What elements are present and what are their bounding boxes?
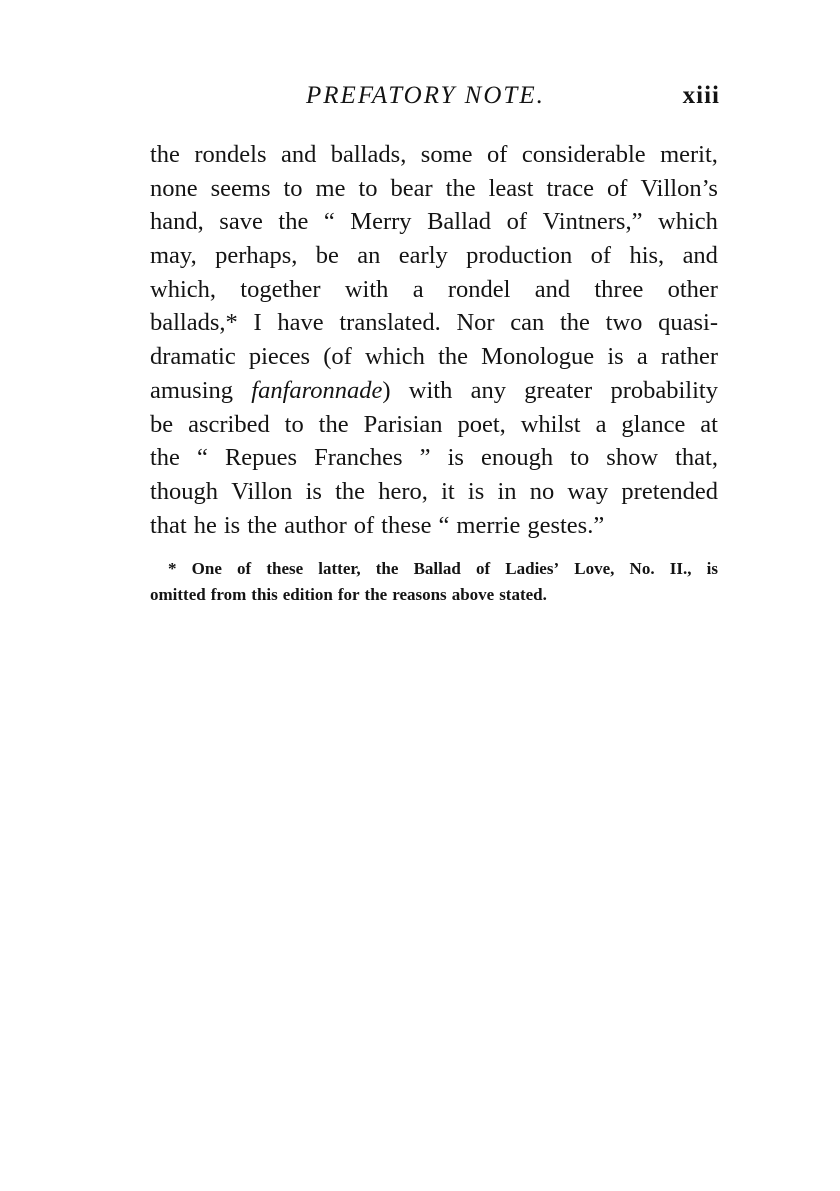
word: of	[607, 174, 628, 202]
word: other	[667, 275, 718, 303]
word: I	[253, 309, 262, 337]
word: of	[237, 559, 252, 578]
text-line	[150, 239, 718, 273]
word: *	[168, 559, 177, 578]
word: and	[682, 242, 718, 270]
word: with	[344, 275, 389, 303]
word: save	[219, 208, 263, 236]
word: may,	[150, 242, 197, 270]
text-line	[150, 306, 718, 340]
word: ”	[419, 444, 431, 472]
body-paragraph	[150, 138, 718, 542]
word: it	[441, 477, 455, 505]
word: Villon	[231, 477, 293, 505]
word: Love,	[574, 559, 615, 578]
word: Ladies’	[505, 559, 560, 578]
word: an	[357, 242, 381, 270]
word: of	[353, 511, 375, 539]
word: fanfaronnade)	[251, 376, 391, 404]
word: “	[438, 511, 450, 539]
word: some	[420, 141, 473, 168]
word: gestes.”	[527, 511, 605, 539]
word: three	[594, 275, 644, 303]
word: a	[636, 343, 648, 371]
text-line	[150, 408, 718, 442]
word: latter,	[318, 559, 361, 578]
word: is	[607, 343, 624, 371]
word: hero,	[378, 477, 428, 505]
word: bear	[390, 174, 433, 202]
word: ballads,*	[150, 309, 238, 337]
word: Ballad	[427, 208, 492, 236]
word: the	[150, 141, 180, 168]
word: together	[240, 275, 321, 303]
word: of	[475, 559, 491, 578]
word: these	[266, 559, 304, 578]
word: the	[375, 559, 399, 578]
word: this	[251, 585, 278, 604]
word: which	[365, 343, 425, 371]
word: for	[337, 585, 360, 604]
word: and	[534, 275, 571, 303]
text-line	[150, 374, 718, 408]
word: to	[283, 174, 303, 202]
word: omitted	[150, 585, 206, 604]
word: the	[318, 410, 349, 438]
word: and	[280, 141, 317, 168]
word: any	[470, 376, 506, 404]
word: though	[150, 477, 219, 505]
word: poet,	[457, 410, 506, 438]
word: edition	[282, 585, 333, 604]
running-head	[150, 82, 720, 116]
word: with	[408, 376, 453, 404]
word: have	[277, 309, 324, 337]
text-line	[150, 138, 718, 172]
word: merrie	[456, 511, 521, 539]
word: hand,	[150, 208, 204, 236]
word: quasi-	[658, 309, 718, 337]
word: these	[381, 511, 432, 539]
word: the	[278, 208, 309, 236]
word: to	[358, 174, 378, 202]
word: II.,	[669, 559, 692, 578]
word: be	[150, 410, 174, 438]
word: the	[438, 343, 468, 371]
word: to	[284, 410, 304, 438]
footnote	[150, 556, 718, 608]
word: of	[486, 141, 508, 168]
word: Franches	[314, 444, 403, 472]
word: is	[305, 477, 322, 505]
word: production	[466, 242, 573, 270]
word: ballads,	[330, 141, 407, 168]
word: none	[150, 174, 198, 202]
text-line	[150, 509, 718, 543]
word: show	[606, 444, 659, 472]
word: Villon’s	[640, 174, 718, 202]
word: from	[210, 585, 247, 604]
word: Repues	[224, 444, 298, 472]
word: the	[364, 585, 388, 604]
word: ascribed	[188, 410, 270, 438]
word: Nor	[456, 309, 495, 337]
word: probability	[610, 376, 718, 404]
word: translated.	[339, 309, 441, 337]
word: “	[197, 444, 208, 472]
word: rondels	[194, 141, 267, 168]
word: One	[191, 559, 222, 578]
word: of	[506, 208, 528, 236]
word: the	[335, 477, 366, 505]
word: amusing	[150, 376, 234, 404]
word: which,	[150, 275, 216, 303]
word: trace	[546, 174, 595, 202]
running-title: PREFATORY NOTE.	[306, 82, 545, 109]
footnote-line	[150, 556, 718, 582]
word: pretended	[621, 477, 718, 505]
word: greater	[524, 376, 593, 404]
word: glance	[621, 410, 686, 438]
word: rondel	[447, 275, 511, 303]
word: Merry	[350, 208, 412, 236]
word: that,	[675, 444, 718, 472]
text-line	[150, 340, 718, 374]
word: above	[451, 585, 495, 604]
word: Parisian	[363, 410, 443, 438]
word: that	[150, 511, 187, 539]
word: which	[658, 208, 718, 236]
word: Ballad	[413, 559, 461, 578]
word: no	[529, 477, 555, 505]
word: perhaps,	[215, 242, 298, 270]
text-line	[150, 172, 718, 206]
word: enough	[480, 444, 554, 472]
word: (of	[323, 343, 352, 371]
word: Vintners,”	[542, 208, 643, 236]
word: at	[700, 410, 718, 438]
word: in	[497, 477, 517, 505]
word: author	[284, 511, 347, 539]
word: be	[315, 242, 339, 270]
word: least	[488, 174, 534, 202]
word: a	[595, 410, 607, 438]
word: Monologue	[481, 343, 595, 371]
text-line	[150, 441, 718, 475]
word: reasons	[392, 585, 447, 604]
word: is	[447, 444, 464, 472]
word: the	[150, 444, 180, 472]
text-line	[150, 205, 718, 239]
word: early	[398, 242, 448, 270]
word: merit,	[660, 141, 718, 168]
word: he	[193, 511, 217, 539]
word: the	[445, 174, 476, 202]
word: the	[247, 511, 278, 539]
text-line	[150, 273, 718, 307]
word: a	[412, 275, 424, 303]
word: me	[315, 174, 346, 202]
word: seems	[210, 174, 271, 202]
word: stated.	[499, 585, 547, 604]
text-line	[150, 475, 718, 509]
word: way	[567, 477, 609, 505]
word: whilst	[520, 410, 581, 438]
page-number: xiii	[682, 82, 720, 109]
word: considerable	[521, 141, 646, 168]
word: can	[510, 309, 545, 337]
footnote-line	[150, 582, 718, 608]
word: the	[560, 309, 590, 337]
word: pieces	[248, 343, 311, 371]
word: is	[706, 559, 718, 578]
word: to	[570, 444, 590, 472]
word: dramatic	[150, 343, 236, 371]
word: of	[590, 242, 612, 270]
word: is	[223, 511, 241, 539]
word: his,	[629, 242, 665, 270]
word: two	[605, 309, 643, 337]
word: is	[467, 477, 485, 505]
word: “	[323, 208, 335, 236]
word: rather	[660, 343, 718, 371]
word: No.	[629, 559, 655, 578]
